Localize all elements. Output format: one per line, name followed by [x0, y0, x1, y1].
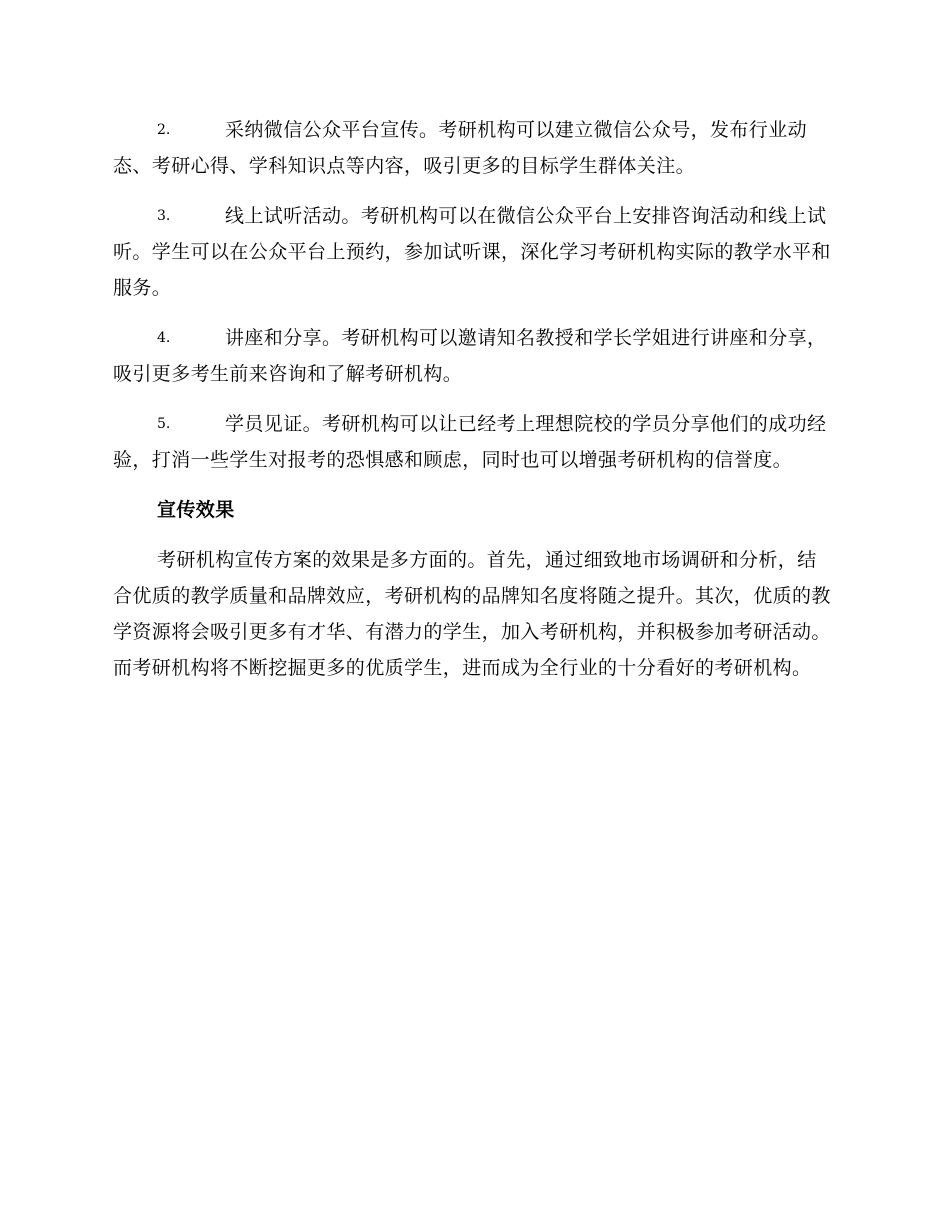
list-item-4: [113, 320, 833, 392]
list-text: 学员见证。考研机构可以让已经考上理想院校的学员分享他们的成功经验，打消一些学生对报考的恐惧感和顾虑，同时也可以增强考研机构的信誉度。: [113, 413, 827, 471]
list-item-2: [113, 112, 833, 184]
document-body: [113, 112, 833, 686]
list-text: 采纳微信公众平台宣传。考研机构可以建立微信公众号，发布行业动态、考研心得、学科知识点等内容，吸引更多的目标学生群体关注。: [113, 119, 808, 177]
section-paragraph: 考研机构宣传方案的效果是多方面的。首先，通过细致地市场调研和分析，结合优质的教学质量和品牌效应，考研机构的品牌知名度将随之提升。其次，优质的教学资源将会吸引更多有才华、有潜力的学生，加入考研机构，并积极参加考研活动。而考研机构将不断挖掘更多的优质学生，进而成为全行业的十分看好的考研机构。: [113, 549, 831, 679]
section-heading: 宣传效果: [157, 499, 235, 521]
list-text: 线上试听活动。考研机构可以在微信公众平台上安排咨询活动和线上试听。学生可以在公众平台上预约，参加试听课，深化学习考研机构实际的教学水平和服务。: [113, 205, 831, 299]
list-item-3: [113, 198, 833, 306]
list-text: 讲座和分享。考研机构可以邀请知名教授和学长学姐进行讲座和分享，吸引更多考生前来咨询和了解考研机构。: [113, 327, 827, 385]
list-number: 4.: [157, 330, 171, 346]
list-item-5: [113, 406, 833, 478]
list-number: 2.: [157, 122, 171, 138]
list-number: 5.: [157, 416, 171, 432]
list-number: 3.: [157, 208, 171, 224]
